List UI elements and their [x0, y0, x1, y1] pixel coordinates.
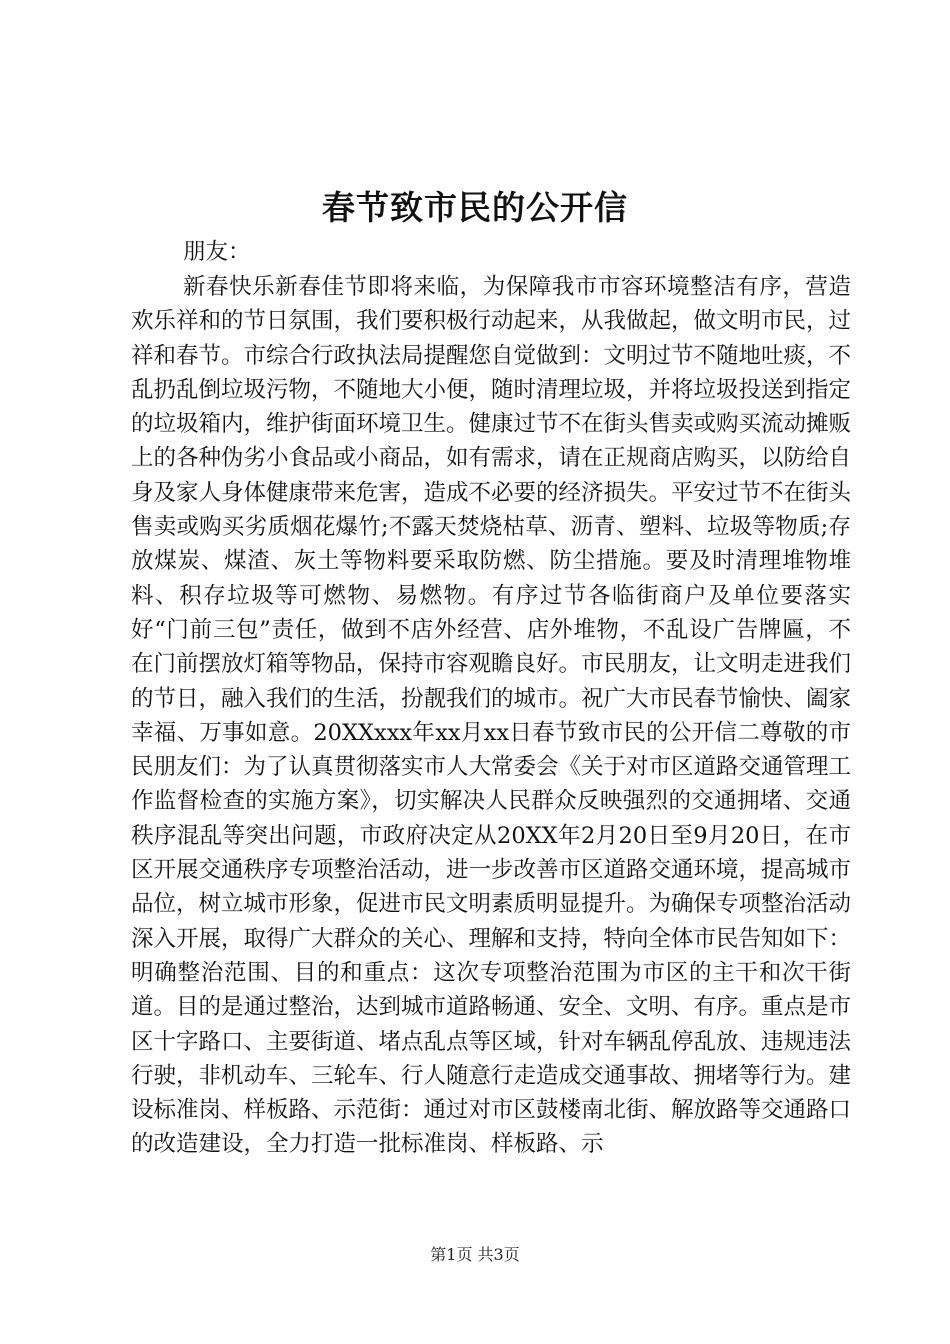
letter-greeting: 朋友： — [183, 239, 251, 265]
letter-body: 新春快乐新春佳节即将来临，为保障我市市容环境整洁有序，营造欢乐祥和的节日氛围，我们要积极行动起来，从我做起，做文明市民，过祥和春节。市综合行政执法局提醒您自觉做到：文明过节不随地吐痰，不乱扔乱倒垃圾污物，不随地大小便，随时清理垃圾，并将垃圾投送到指定的垃圾箱内，维护街面环境卫生。健康过节不在街头售卖或购买流动摊贩上的各种伪劣小食品或小商品，如有需求，请在正规商店购买，以防给自身及家人身体健康带来危害，造成不必要的经济损失。平安过节不在街头售卖或购买劣质烟花爆竹;不露天焚烧枯草、沥青、塑料、垃圾等物质;存放煤炭、煤渣、灰土等物料要采取防燃、防尘措施。要及时清理堆物堆料、积存垃圾等可燃物、易燃物。有序过节各临街商户及单位要落实好“门前三包”责任，做到不店外经营、店外堆物，不乱设广告牌匾，不在门前摆放灯箱等物品，保持市容观瞻良好。市民朋友，让文明走进我们的节日，融入我们的生活，扮靓我们的城市。祝广大市民春节愉快、阖家幸福、万事如意。20XXxxx年xx月xx日春节致市民的公开信二尊敬的市民朋友们：为了认真贯彻落实市人大常委会《关于对市区道路交通管理工作监督检查的实施方案》，切实解决人民群众反映强烈的交通拥堵、交通秩序混乱等突出问题，市政府决定从20XX年2月20日至9月20日，在市区开展交通秩序专项整治活动，进一步改善市区道路交通环境，提高城市品位，树立城市形象，促进市民文明素质明显提升。为确保专项整治活动深入开展，取得广大群众的关心、理解和支持，特向全体市民告知如下：明确整治范围、目的和重点：这次专项整治范围为市区的主干和次干街道。目的是通过整治，达到城市道路畅通、安全、文明、有序。重点是市区十字路口、主要街道、堵点乱点等区域，针对车辆乱停乱放、违规违法行驶，非机动车、三轮车、行人随意行走造成交通事故、拥堵等行为。建设标准岗、样板路、示范街：通过对市区鼓楼南北街、解放路等交通路口的改造建设，全力打造一批标准岗、样板路、示 — [131, 274, 852, 1158]
document-title: 春节致市民的公开信 — [322, 188, 628, 227]
page-indicator: 第1页 共3页 — [430, 1245, 520, 1264]
